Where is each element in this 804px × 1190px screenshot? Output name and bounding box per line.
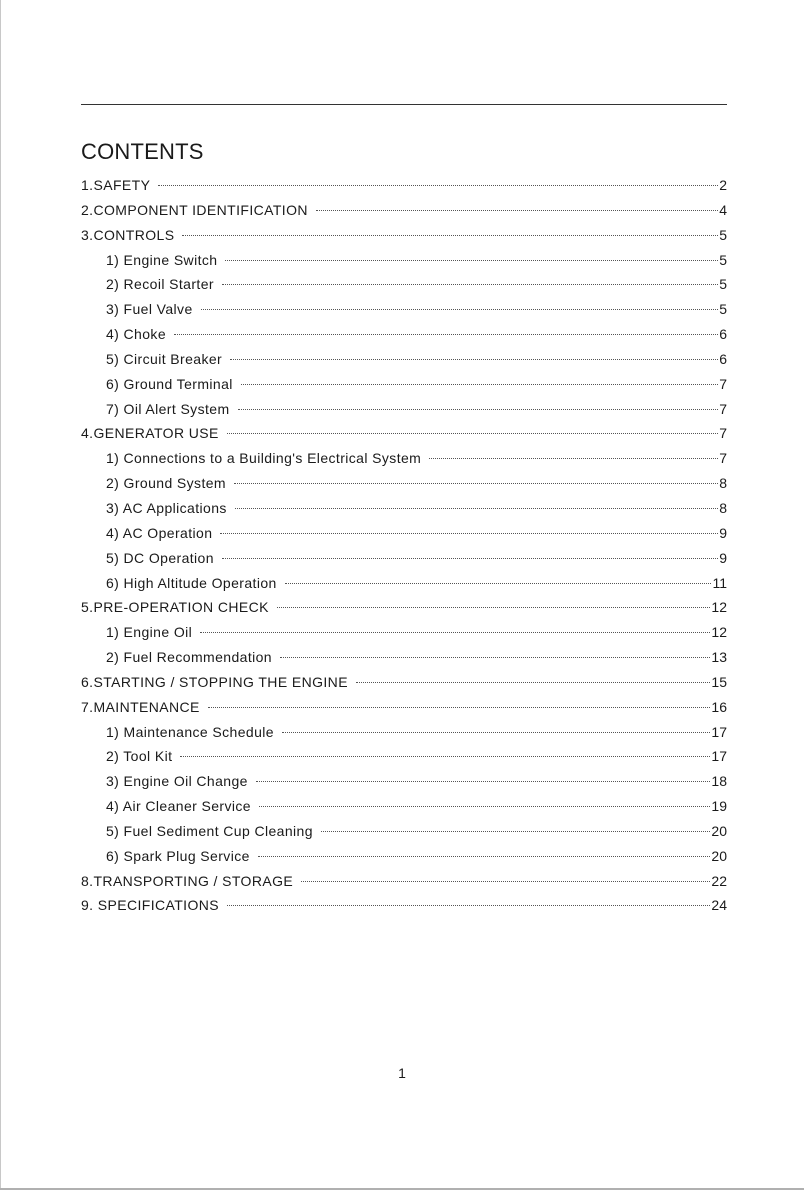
dot-leader [282, 732, 710, 733]
dot-leader [235, 508, 718, 509]
dot-leader [321, 831, 710, 832]
toc-subentry [81, 272, 727, 297]
toc-entry-page: 5 [719, 301, 727, 318]
toc-entry-label: 5) Circuit Breaker [106, 350, 223, 367]
toc-entry-page: 17 [711, 723, 727, 740]
toc-subentry [81, 645, 727, 670]
toc-subentry [81, 248, 727, 273]
toc-entry-label: 6) Spark Plug Service [106, 847, 250, 864]
toc-entry-label: 1.SAFETY [81, 177, 151, 193]
toc-entry-label: 4.GENERATOR USE [81, 425, 219, 442]
toc-entry-page: 7 [719, 375, 727, 392]
toc-entry-page: 8 [719, 499, 727, 516]
dot-leader [227, 905, 710, 906]
toc-entry-label: 3) Fuel Valve [106, 301, 193, 318]
dot-leader [258, 856, 711, 857]
dot-leader [220, 533, 718, 534]
dot-leader [316, 210, 718, 211]
toc-subentry [81, 769, 727, 794]
toc-subentry [81, 397, 727, 422]
toc-entry [81, 198, 727, 223]
toc-entry-page: 9 [719, 549, 727, 566]
dot-leader [227, 433, 718, 434]
toc-subentry [81, 446, 727, 471]
toc-entry-page: 24 [711, 897, 727, 914]
toc-entry-page: 4 [719, 201, 727, 218]
toc-entry-page: 18 [711, 773, 727, 790]
toc-entry [81, 223, 727, 248]
toc-entry-label: 4) AC Operation [106, 524, 213, 541]
toc-subentry [81, 794, 727, 819]
dot-leader [234, 483, 718, 484]
toc-entry-label: 7.MAINTENANCE [81, 698, 200, 715]
toc-entry-page: 5 [719, 226, 727, 243]
dot-leader [238, 409, 719, 410]
toc-entry [81, 695, 727, 720]
dot-leader [256, 781, 711, 782]
dot-leader [208, 707, 711, 708]
toc-entry-page: 6 [719, 350, 727, 367]
toc-entry-label: 5) Fuel Sediment Cup Cleaning [106, 822, 313, 839]
toc-subentry [81, 546, 727, 571]
toc-entry [81, 893, 727, 918]
toc-subentry [81, 819, 727, 844]
dot-leader [174, 334, 718, 335]
toc-entry [81, 173, 727, 198]
toc-entry-label: 8.TRANSPORTING / STORAGE [81, 872, 294, 889]
toc-entry-label: 1) Engine Oil [106, 624, 193, 641]
toc-entry-page: 7 [719, 450, 727, 467]
toc-entry-label: 2.COMPONENT IDENTIFICATION [81, 201, 308, 218]
toc-entry-label: 5) DC Operation [106, 549, 214, 566]
dot-leader [356, 682, 710, 683]
toc-entry [81, 670, 727, 695]
toc-entry-label: 7) Oil Alert System [106, 400, 230, 417]
toc-entry-page: 17 [711, 748, 727, 765]
dot-leader [225, 260, 718, 261]
page-number: 1 [398, 1065, 406, 1081]
toc-entry-page: 5 [719, 276, 727, 293]
toc-subentry [81, 496, 727, 521]
dot-leader [201, 309, 719, 310]
toc-subentry [81, 744, 727, 769]
toc-entry-label: 6) High Altitude Operation [106, 574, 277, 591]
dot-leader [429, 458, 718, 459]
dot-leader [222, 284, 718, 285]
toc-entry-page: 5 [719, 251, 727, 268]
dot-leader [158, 185, 718, 186]
dot-leader [180, 756, 710, 757]
toc-entry [81, 595, 727, 620]
toc-entry-label: 2) Ground System [106, 475, 226, 492]
dot-leader [230, 359, 718, 360]
toc-entry-page: 11 [712, 574, 727, 591]
toc-entry-page: 12 [711, 624, 727, 641]
toc-subentry [81, 521, 727, 546]
toc-entry-page: 15 [711, 673, 727, 690]
dot-leader [301, 881, 710, 882]
toc-entry-page: 7 [719, 400, 727, 417]
dot-leader [277, 607, 711, 608]
toc-entry-page: 20 [711, 847, 727, 864]
toc-subentry [81, 471, 727, 496]
toc-entry-page: 19 [711, 798, 727, 815]
toc-subentry [81, 322, 727, 347]
header-rule [81, 104, 727, 105]
toc-entry-page: 8 [719, 475, 727, 492]
dot-leader [182, 235, 718, 236]
toc-subentry [81, 372, 727, 397]
toc-entry-label: 2) Tool Kit [106, 748, 173, 765]
toc-subentry [81, 844, 727, 869]
toc-entry-label: 1) Connections to a Building's Electrical System [106, 450, 422, 467]
toc-entry-label: 2) Fuel Recommendation [106, 649, 272, 666]
toc-entry-page: 12 [711, 599, 727, 616]
page-title: CONTENTS [81, 139, 204, 164]
toc-entry-page: 20 [711, 822, 727, 839]
toc-entry [81, 869, 727, 894]
toc-entry-label: 3.CONTROLS [81, 226, 175, 243]
toc-entry-label: 1) Maintenance Schedule [106, 723, 274, 740]
toc-subentry [81, 347, 727, 372]
toc-entry-label: 4) Air Cleaner Service [106, 798, 251, 815]
dot-leader [285, 583, 712, 584]
toc-subentry [81, 620, 727, 645]
toc-entry-label: 1) Engine Switch [106, 251, 218, 268]
toc-entry-page: 16 [711, 698, 727, 715]
toc-entry-page: 2 [719, 177, 727, 193]
toc-entry-page: 9 [719, 524, 727, 541]
toc-entry [81, 421, 727, 446]
toc-entry-page: 22 [711, 872, 727, 889]
toc-entry-label: 9. SPECIFICATIONS [81, 897, 220, 914]
dot-leader [241, 384, 718, 385]
toc-subentry [81, 571, 727, 596]
page-edge [0, 0, 1, 1190]
dot-leader [259, 806, 710, 807]
dot-leader [200, 632, 710, 633]
toc-entry-page: 6 [719, 326, 727, 343]
table-of-contents [81, 173, 727, 918]
dot-leader [222, 558, 718, 559]
toc-entry-label: 3) AC Applications [106, 499, 227, 516]
toc-entry-label: 5.PRE-OPERATION CHECK [81, 599, 269, 616]
dot-leader [280, 657, 710, 658]
toc-subentry [81, 720, 727, 745]
toc-entry-label: 4) Choke [106, 326, 167, 343]
toc-entry-label: 6) Ground Terminal [106, 375, 233, 392]
toc-entry-label: 3) Engine Oil Change [106, 773, 248, 790]
toc-entry-page: 13 [711, 649, 727, 666]
toc-entry-label: 6.STARTING / STOPPING THE ENGINE [81, 673, 348, 690]
toc-entry-page: 7 [719, 425, 727, 442]
toc-entry-label: 2) Recoil Starter [106, 276, 214, 293]
toc-subentry [81, 297, 727, 322]
